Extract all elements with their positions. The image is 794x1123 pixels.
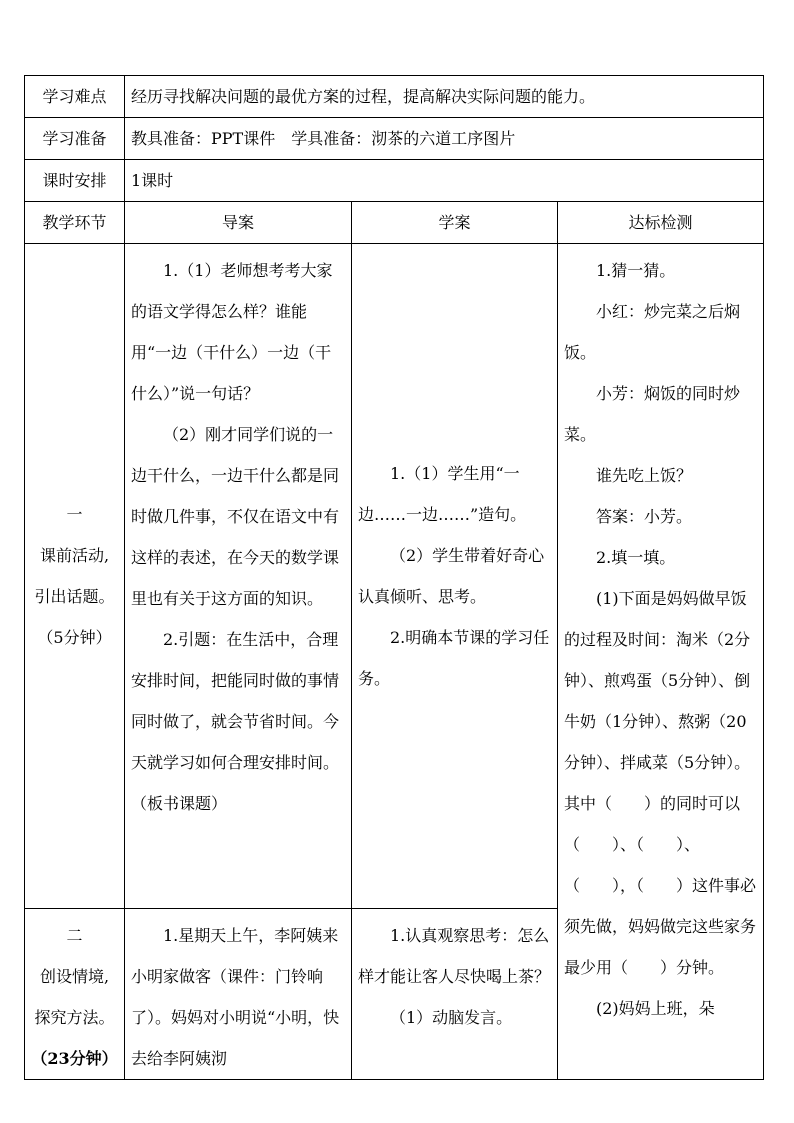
study-paragraph: 2.明确本节课的学习任务。 — [358, 628, 550, 688]
preparation-value: 教具准备：PPT课件 学具准备：沏茶的六道工序图片 — [125, 118, 764, 160]
lesson-plan-table — [24, 75, 764, 1080]
section1-stage — [25, 244, 125, 909]
section1-stage-number: 一 — [66, 505, 83, 524]
study-paragraph: （2）学生带着好奇心认真倾听、思考。 — [358, 546, 545, 606]
section2-stage-line: 创设情境, — [39, 967, 110, 986]
row-schedule — [25, 160, 764, 202]
check-paragraph: 2.填一填。 — [596, 548, 676, 567]
check-paragraph: 谁先吃上饭？ — [596, 466, 693, 485]
row-section-1 — [25, 244, 764, 909]
guide-paragraph: 2.引题：在生活中，合理安排时间，把能同时做的事情同时做了，就会节省时间。今天就学习如何合理安排时间。（板书课题） — [131, 630, 340, 813]
check-column — [558, 244, 764, 1080]
guide-paragraph: 1.星期天上午，李阿姨来小明家做客（课件：门铃响了）。妈妈对小明说“小明，快去给李阿姨沏 — [131, 926, 340, 1068]
section2-guide — [125, 909, 352, 1080]
row-preparation — [25, 118, 764, 160]
section1-guide — [125, 244, 352, 909]
check-paragraph: (2)妈妈上班，朵 — [596, 999, 715, 1018]
section1-stage-time: （5分钟） — [37, 628, 112, 647]
difficulty-label: 学习难点 — [25, 76, 125, 118]
section2-stage-line: 探究方法。 — [34, 1008, 115, 1027]
header-stage: 教学环节 — [25, 202, 125, 244]
section1-stage-line: 课前活动, — [39, 546, 110, 565]
section1-study — [352, 244, 558, 909]
schedule-value: 1课时 — [125, 160, 764, 202]
study-paragraph: 1.认真观察思考：怎么样才能让客人尽快喝上茶？ — [358, 926, 551, 986]
check-paragraph: 小芳：焖饭的同时炒菜。 — [564, 384, 741, 444]
section2-stage-time: （23分钟） — [31, 1049, 118, 1068]
header-check: 达标检测 — [558, 202, 764, 244]
header-guide: 导案 — [125, 202, 352, 244]
section2-stage-number: 二 — [66, 926, 83, 945]
row-difficulty — [25, 76, 764, 118]
schedule-label: 课时安排 — [25, 160, 125, 202]
study-paragraph: 1.（1）学生用“一边……一边……”造句。 — [358, 464, 527, 524]
section2-stage — [25, 909, 125, 1080]
check-paragraph: 答案：小芳。 — [596, 507, 693, 526]
guide-paragraph: 1.（1）老师想考考大家的语文学得怎么样？谁能用“一边（干什么）一边（干什么）”说一句话？ — [131, 261, 333, 403]
check-paragraph: (1)下面是妈妈做早饭的过程及时间：淘米（2分钟）、煎鸡蛋（5分钟）、倒牛奶（1分钟）、熬粥（20分钟）、拌咸菜（5分钟）。其中（ ）的同时可以（ ）、（ ）、（ ），（ ）这件事必须先做，妈妈做完这些家务最少用（ ）分钟。 — [564, 589, 757, 977]
study-paragraph: （1）动脑发言。 — [390, 1008, 513, 1027]
check-paragraph: 小红：炒完菜之后焖饭。 — [564, 302, 741, 362]
header-study: 学案 — [352, 202, 558, 244]
check-paragraph: 1.猜一猜。 — [596, 261, 676, 280]
row-column-headers — [25, 202, 764, 244]
difficulty-value: 经历寻找解决问题的最优方案的过程，提高解决实际问题的能力。 — [125, 76, 764, 118]
preparation-label: 学习准备 — [25, 118, 125, 160]
guide-paragraph: （2）刚才同学们说的一边干什么，一边干什么都是同时做几件事，不仅在语文中有这样的表述，在今天的数学课里也有关于这方面的知识。 — [131, 425, 340, 608]
section1-stage-line: 引出话题。 — [34, 587, 115, 606]
section2-study — [352, 909, 558, 1080]
